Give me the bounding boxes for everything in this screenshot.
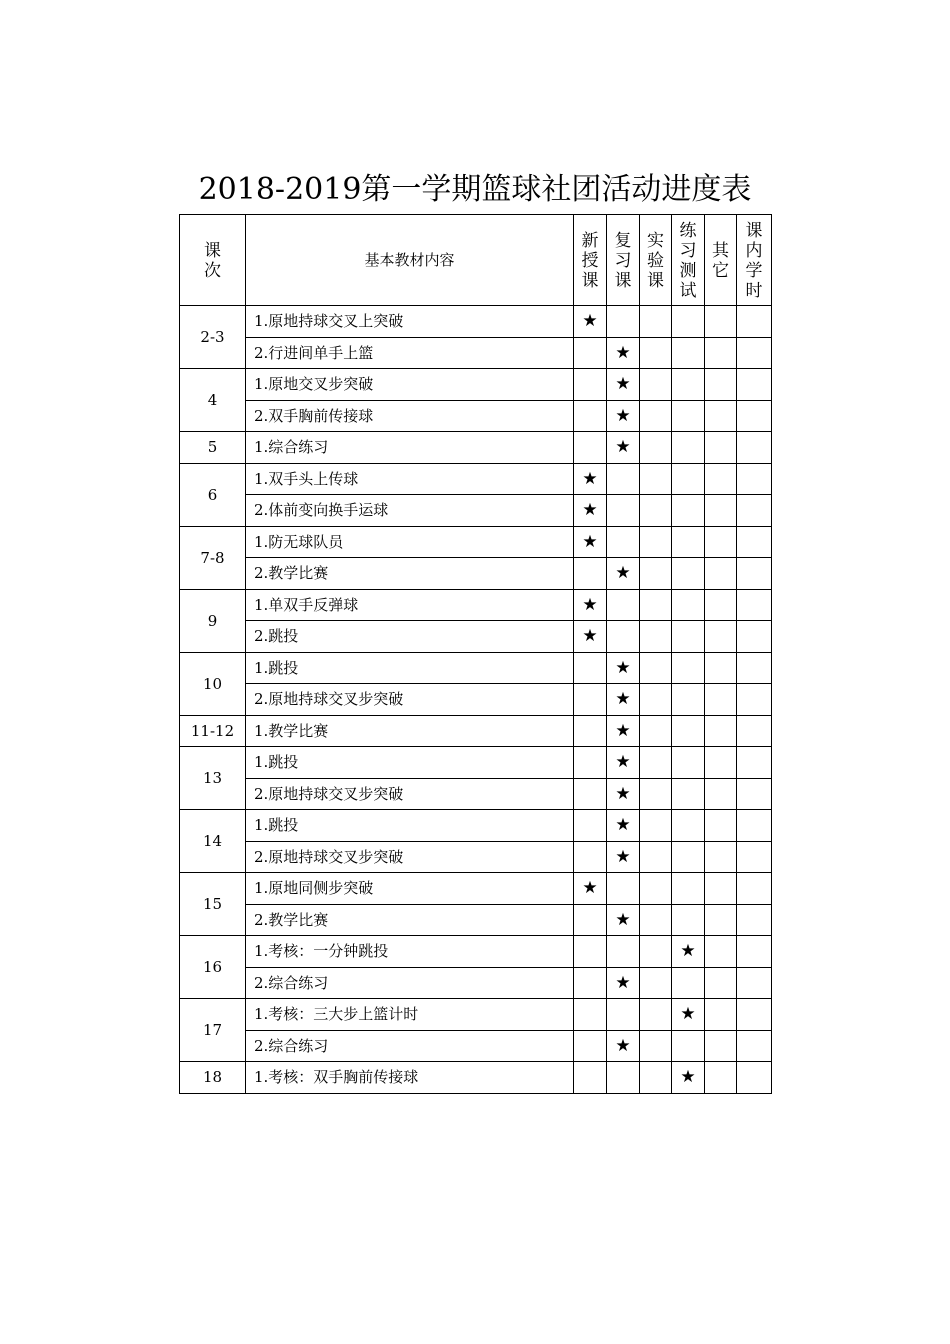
header-lesson	[180, 215, 246, 306]
mark-cell-test	[672, 337, 705, 369]
mark-cell-review	[607, 306, 640, 338]
mark-cell-experiment	[640, 904, 672, 936]
content-cell: 2.原地持球交叉步突破	[246, 778, 574, 810]
mark-cell-experiment	[640, 621, 672, 653]
mark-cell-hours	[737, 463, 772, 495]
table-row	[180, 463, 772, 495]
table-row	[180, 432, 772, 464]
mark-cell-other	[705, 558, 737, 590]
mark-cell-new	[574, 621, 607, 653]
lesson-number: 7-8	[180, 526, 246, 589]
mark-cell-review	[607, 1030, 640, 1062]
mark-cell-experiment	[640, 1062, 672, 1094]
star-icon: ★	[582, 878, 598, 899]
star-icon: ★	[615, 815, 631, 836]
table-row	[180, 400, 772, 432]
lesson-number: 2-3	[180, 306, 246, 369]
mark-cell-other	[705, 778, 737, 810]
mark-cell-review	[607, 526, 640, 558]
content-cell: 2.行进间单手上篮	[246, 337, 574, 369]
mark-cell-other	[705, 652, 737, 684]
mark-cell-other	[705, 621, 737, 653]
content-cell: 1.跳投	[246, 810, 574, 842]
mark-cell-review	[607, 1062, 640, 1094]
mark-cell-test	[672, 778, 705, 810]
mark-cell-hours	[737, 715, 772, 747]
header-char: 课	[745, 221, 763, 241]
mark-cell-hours	[737, 904, 772, 936]
mark-cell-experiment	[640, 936, 672, 968]
mark-cell-new	[574, 1062, 607, 1094]
mark-cell-test	[672, 558, 705, 590]
mark-cell-experiment	[640, 306, 672, 338]
header-other	[705, 215, 737, 306]
star-icon: ★	[582, 626, 598, 647]
mark-cell-experiment	[640, 495, 672, 527]
mark-cell-other	[705, 337, 737, 369]
star-icon: ★	[615, 783, 631, 804]
star-icon: ★	[582, 500, 598, 521]
mark-cell-new	[574, 967, 607, 999]
mark-cell-review	[607, 841, 640, 873]
mark-cell-new	[574, 652, 607, 684]
table-row	[180, 369, 772, 401]
lesson-number: 17	[180, 999, 246, 1062]
mark-cell-other	[705, 369, 737, 401]
mark-cell-other	[705, 526, 737, 558]
content-cell: 2.综合练习	[246, 967, 574, 999]
mark-cell-hours	[737, 778, 772, 810]
header-review	[607, 215, 640, 306]
lesson-number: 14	[180, 810, 246, 873]
header-new	[574, 215, 607, 306]
table-row	[180, 936, 772, 968]
header-char: 课	[204, 241, 221, 261]
mark-cell-experiment	[640, 432, 672, 464]
mark-cell-test	[672, 526, 705, 558]
star-icon: ★	[680, 1067, 696, 1088]
lesson-number: 18	[180, 1062, 246, 1094]
star-icon: ★	[615, 846, 631, 867]
content-cell: 2.跳投	[246, 621, 574, 653]
header-char: 试	[679, 281, 697, 301]
star-icon: ★	[615, 752, 631, 773]
mark-cell-new	[574, 841, 607, 873]
table-row	[180, 715, 772, 747]
mark-cell-other	[705, 999, 737, 1031]
schedule-body	[180, 306, 772, 1094]
header-char: 授	[581, 251, 599, 271]
mark-cell-test	[672, 904, 705, 936]
mark-cell-test	[672, 1030, 705, 1062]
table-row	[180, 778, 772, 810]
schedule-table	[179, 214, 772, 1094]
mark-cell-test	[672, 463, 705, 495]
content-cell: 1.考核：双手胸前传接球	[246, 1062, 574, 1094]
mark-cell-test	[672, 747, 705, 779]
table-row	[180, 967, 772, 999]
mark-cell-hours	[737, 684, 772, 716]
mark-cell-hours	[737, 652, 772, 684]
star-icon: ★	[680, 1004, 696, 1025]
mark-cell-hours	[737, 400, 772, 432]
mark-cell-review	[607, 400, 640, 432]
mark-cell-new	[574, 873, 607, 905]
mark-cell-experiment	[640, 558, 672, 590]
star-icon: ★	[582, 468, 598, 489]
content-cell: 1.双手头上传球	[246, 463, 574, 495]
mark-cell-new	[574, 999, 607, 1031]
mark-cell-other	[705, 936, 737, 968]
mark-cell-new	[574, 810, 607, 842]
star-icon: ★	[582, 311, 598, 332]
mark-cell-hours	[737, 306, 772, 338]
table-row	[180, 652, 772, 684]
table-row	[180, 999, 772, 1031]
mark-cell-new	[574, 1030, 607, 1062]
lesson-number: 10	[180, 652, 246, 715]
mark-cell-test	[672, 652, 705, 684]
mark-cell-experiment	[640, 684, 672, 716]
mark-cell-test	[672, 369, 705, 401]
mark-cell-test	[672, 400, 705, 432]
mark-cell-test	[672, 967, 705, 999]
mark-cell-review	[607, 652, 640, 684]
mark-cell-hours	[737, 1062, 772, 1094]
mark-cell-other	[705, 400, 737, 432]
mark-cell-other	[705, 967, 737, 999]
mark-cell-new	[574, 589, 607, 621]
mark-cell-hours	[737, 495, 772, 527]
mark-cell-review	[607, 778, 640, 810]
lesson-number: 5	[180, 432, 246, 464]
mark-cell-review	[607, 810, 640, 842]
content-cell: 1.原地交叉步突破	[246, 369, 574, 401]
mark-cell-experiment	[640, 1030, 672, 1062]
star-icon: ★	[615, 657, 631, 678]
content-cell: 2.原地持球交叉步突破	[246, 684, 574, 716]
content-cell: 1.防无球队员	[246, 526, 574, 558]
header-char: 验	[647, 251, 664, 271]
lesson-number: 11-12	[180, 715, 246, 747]
mark-cell-review	[607, 621, 640, 653]
mark-cell-review	[607, 967, 640, 999]
content-cell: 2.体前变向换手运球	[246, 495, 574, 527]
table-row	[180, 904, 772, 936]
header-row	[180, 215, 772, 306]
mark-cell-hours	[737, 747, 772, 779]
content-cell: 1.原地同侧步突破	[246, 873, 574, 905]
mark-cell-other	[705, 306, 737, 338]
mark-cell-new	[574, 463, 607, 495]
mark-cell-review	[607, 369, 640, 401]
star-icon: ★	[582, 594, 598, 615]
header-char: 课	[581, 271, 599, 291]
mark-cell-experiment	[640, 589, 672, 621]
header-char: 学	[745, 261, 763, 281]
mark-cell-test	[672, 810, 705, 842]
header-char: 其	[712, 241, 729, 261]
star-icon: ★	[582, 531, 598, 552]
mark-cell-experiment	[640, 841, 672, 873]
table-row	[180, 1062, 772, 1094]
header-char: 新	[581, 231, 599, 251]
content-cell: 2.教学比赛	[246, 558, 574, 590]
mark-cell-test	[672, 306, 705, 338]
header-test	[672, 215, 705, 306]
mark-cell-new	[574, 684, 607, 716]
table-row	[180, 589, 772, 621]
table-row	[180, 810, 772, 842]
mark-cell-test	[672, 589, 705, 621]
table-row	[180, 306, 772, 338]
mark-cell-test	[672, 873, 705, 905]
mark-cell-new	[574, 558, 607, 590]
mark-cell-experiment	[640, 369, 672, 401]
mark-cell-new	[574, 526, 607, 558]
mark-cell-new	[574, 369, 607, 401]
content-cell: 2.原地持球交叉步突破	[246, 841, 574, 873]
mark-cell-test	[672, 432, 705, 464]
star-icon: ★	[615, 563, 631, 584]
table-row	[180, 684, 772, 716]
mark-cell-hours	[737, 841, 772, 873]
mark-cell-test	[672, 495, 705, 527]
mark-cell-new	[574, 306, 607, 338]
mark-cell-new	[574, 904, 607, 936]
mark-cell-hours	[737, 369, 772, 401]
mark-cell-other	[705, 432, 737, 464]
content-cell: 1.跳投	[246, 747, 574, 779]
content-cell: 1.考核：三大步上篮计时	[246, 999, 574, 1031]
mark-cell-other	[705, 1030, 737, 1062]
mark-cell-other	[705, 715, 737, 747]
mark-cell-hours	[737, 432, 772, 464]
table-row	[180, 1030, 772, 1062]
mark-cell-new	[574, 778, 607, 810]
star-icon: ★	[680, 941, 696, 962]
mark-cell-review	[607, 715, 640, 747]
mark-cell-test	[672, 936, 705, 968]
mark-cell-review	[607, 936, 640, 968]
mark-cell-experiment	[640, 463, 672, 495]
mark-cell-experiment	[640, 526, 672, 558]
header-char: 练	[679, 221, 697, 241]
star-icon: ★	[615, 689, 631, 710]
mark-cell-review	[607, 999, 640, 1031]
content-cell: 1.跳投	[246, 652, 574, 684]
mark-cell-test	[672, 621, 705, 653]
mark-cell-test	[672, 684, 705, 716]
mark-cell-experiment	[640, 778, 672, 810]
mark-cell-hours	[737, 999, 772, 1031]
mark-cell-new	[574, 432, 607, 464]
header-char: 课	[614, 271, 632, 291]
mark-cell-new	[574, 936, 607, 968]
lesson-number: 13	[180, 747, 246, 810]
mark-cell-new	[574, 337, 607, 369]
header-experiment	[640, 215, 672, 306]
star-icon: ★	[615, 342, 631, 363]
mark-cell-hours	[737, 873, 772, 905]
mark-cell-review	[607, 558, 640, 590]
mark-cell-other	[705, 1062, 737, 1094]
mark-cell-review	[607, 463, 640, 495]
mark-cell-review	[607, 684, 640, 716]
mark-cell-experiment	[640, 747, 672, 779]
header-content: 基本教材内容	[246, 215, 574, 306]
lesson-number: 4	[180, 369, 246, 432]
mark-cell-other	[705, 463, 737, 495]
lesson-number: 15	[180, 873, 246, 936]
mark-cell-review	[607, 495, 640, 527]
mark-cell-review	[607, 873, 640, 905]
mark-cell-other	[705, 684, 737, 716]
star-icon: ★	[615, 1035, 631, 1056]
mark-cell-new	[574, 400, 607, 432]
mark-cell-review	[607, 747, 640, 779]
content-cell: 1.单双手反弹球	[246, 589, 574, 621]
mark-cell-other	[705, 589, 737, 621]
star-icon: ★	[615, 437, 631, 458]
table-row	[180, 337, 772, 369]
table-row	[180, 495, 772, 527]
content-cell: 2.双手胸前传接球	[246, 400, 574, 432]
mark-cell-other	[705, 841, 737, 873]
mark-cell-test	[672, 715, 705, 747]
mark-cell-other	[705, 747, 737, 779]
mark-cell-test	[672, 999, 705, 1031]
table-row	[180, 747, 772, 779]
mark-cell-hours	[737, 558, 772, 590]
mark-cell-experiment	[640, 400, 672, 432]
header-char: 实	[647, 231, 664, 251]
mark-cell-other	[705, 495, 737, 527]
header-char: 测	[679, 261, 697, 281]
mark-cell-hours	[737, 810, 772, 842]
header-char: 复	[614, 231, 632, 251]
mark-cell-experiment	[640, 873, 672, 905]
table-row	[180, 873, 772, 905]
mark-cell-hours	[737, 967, 772, 999]
header-char: 习	[679, 241, 697, 261]
star-icon: ★	[615, 720, 631, 741]
mark-cell-hours	[737, 526, 772, 558]
mark-cell-review	[607, 589, 640, 621]
mark-cell-hours	[737, 621, 772, 653]
star-icon: ★	[615, 909, 631, 930]
content-cell: 1.教学比赛	[246, 715, 574, 747]
lesson-number: 16	[180, 936, 246, 999]
header-char: 次	[204, 261, 221, 281]
table-row	[180, 526, 772, 558]
mark-cell-test	[672, 1062, 705, 1094]
mark-cell-review	[607, 337, 640, 369]
mark-cell-experiment	[640, 715, 672, 747]
mark-cell-new	[574, 747, 607, 779]
star-icon: ★	[615, 405, 631, 426]
mark-cell-hours	[737, 589, 772, 621]
mark-cell-review	[607, 432, 640, 464]
lesson-number: 6	[180, 463, 246, 526]
mark-cell-new	[574, 495, 607, 527]
mark-cell-hours	[737, 936, 772, 968]
mark-cell-hours	[737, 1030, 772, 1062]
header-hours	[737, 215, 772, 306]
table-row	[180, 558, 772, 590]
mark-cell-experiment	[640, 999, 672, 1031]
mark-cell-experiment	[640, 652, 672, 684]
star-icon: ★	[615, 972, 631, 993]
mark-cell-test	[672, 841, 705, 873]
table-row	[180, 621, 772, 653]
header-char: 时	[745, 281, 763, 301]
content-cell: 2.综合练习	[246, 1030, 574, 1062]
mark-cell-review	[607, 904, 640, 936]
mark-cell-hours	[737, 337, 772, 369]
content-cell: 1.综合练习	[246, 432, 574, 464]
content-cell: 1.原地持球交叉上突破	[246, 306, 574, 338]
header-char: 内	[745, 241, 763, 261]
lesson-number: 9	[180, 589, 246, 652]
mark-cell-experiment	[640, 337, 672, 369]
content-cell: 2.教学比赛	[246, 904, 574, 936]
content-cell: 1.考核：一分钟跳投	[246, 936, 574, 968]
mark-cell-experiment	[640, 810, 672, 842]
star-icon: ★	[615, 374, 631, 395]
mark-cell-experiment	[640, 967, 672, 999]
mark-cell-other	[705, 810, 737, 842]
mark-cell-other	[705, 904, 737, 936]
mark-cell-new	[574, 715, 607, 747]
page-title: 2018-2019第一学期篮球社团活动进度表	[198, 172, 752, 207]
mark-cell-other	[705, 873, 737, 905]
header-char: 课	[647, 271, 664, 291]
table-row	[180, 841, 772, 873]
header-char: 习	[614, 251, 632, 271]
header-char: 它	[712, 261, 729, 281]
